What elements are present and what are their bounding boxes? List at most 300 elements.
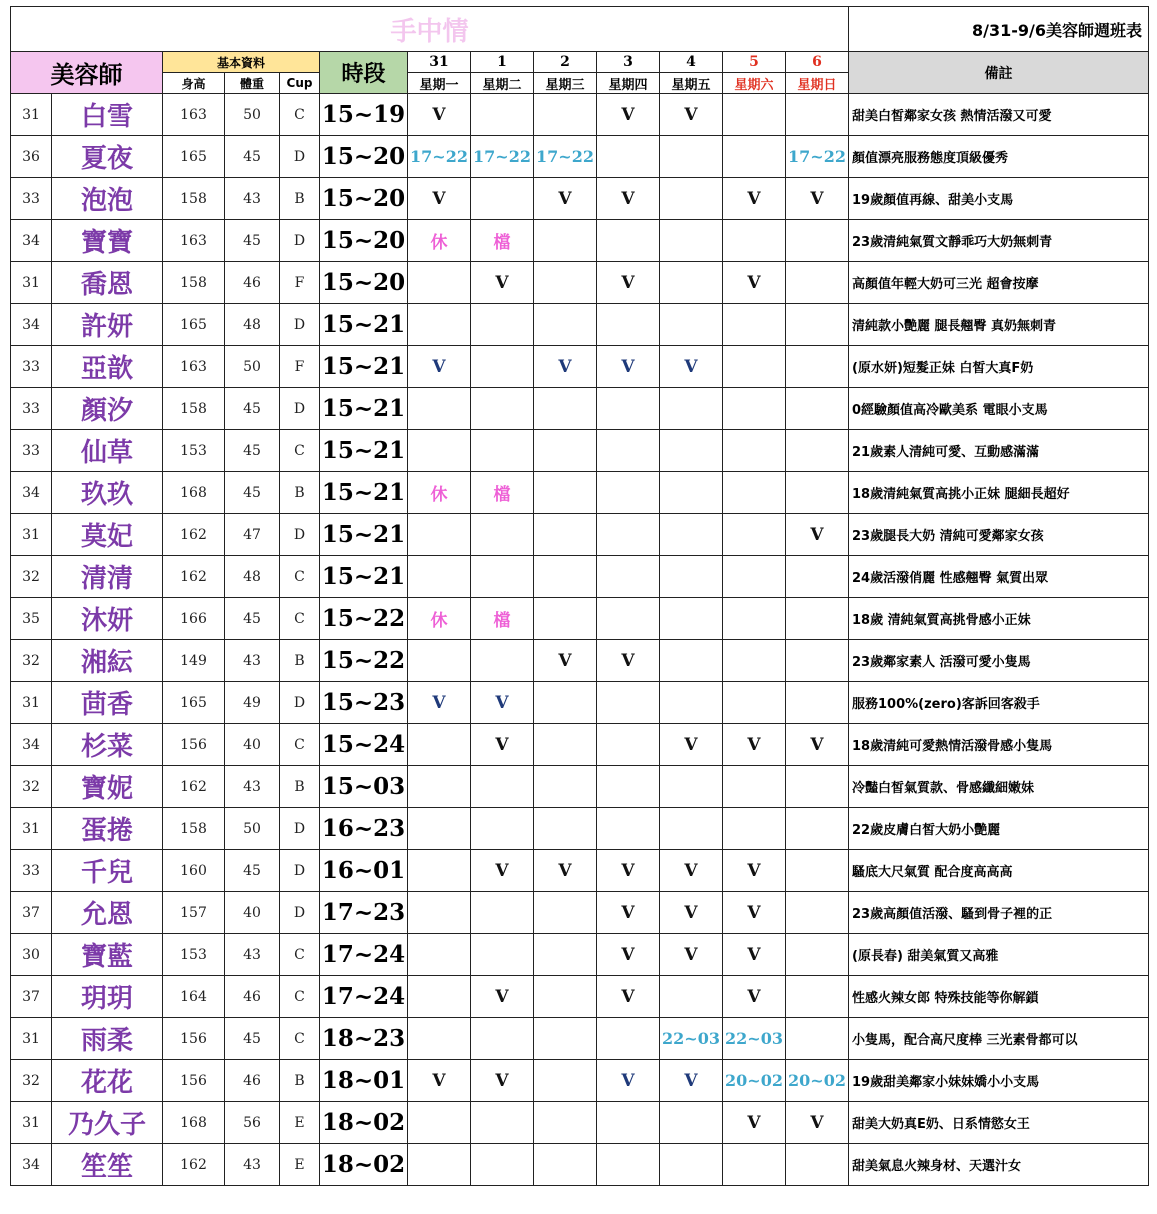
schedule-cell: V: [597, 850, 660, 892]
time-cell: 17~23: [320, 892, 408, 934]
table-row: [11, 304, 1149, 346]
schedule-cell: [534, 472, 597, 514]
schedule-cell: [471, 94, 534, 136]
table-row: [11, 94, 1149, 136]
schedule-cell: [660, 472, 723, 514]
weight-cell: 45: [225, 220, 280, 262]
cup-cell: F: [280, 346, 320, 388]
time-cell: 17~24: [320, 976, 408, 1018]
age-cell: 35: [11, 598, 52, 640]
schedule-cell: V: [660, 346, 723, 388]
basic-info-header: 基本資料: [163, 52, 320, 73]
table-row: [11, 892, 1149, 934]
schedule-cell: [723, 304, 786, 346]
note-cell: 18歲 清純氣質高挑骨感小正妹: [849, 598, 1149, 640]
schedule-cell: [723, 766, 786, 808]
schedule-cell: V: [723, 892, 786, 934]
time-cell: 15~20: [320, 136, 408, 178]
schedule-table: [10, 6, 1149, 1186]
name-cell: 寶妮: [52, 766, 163, 808]
table-row: [11, 136, 1149, 178]
note-cell: 甜美白皙鄰家女孩 熱情活潑又可愛: [849, 94, 1149, 136]
time-cell: 15~24: [320, 724, 408, 766]
schedule-cell: [408, 1018, 471, 1060]
time-cell: 18~02: [320, 1102, 408, 1144]
height-cell: 165: [163, 136, 225, 178]
schedule-cell: V: [597, 640, 660, 682]
schedule-cell: [471, 388, 534, 430]
schedule-cell: [597, 136, 660, 178]
schedule-cell: [408, 766, 471, 808]
height-cell: 168: [163, 1102, 225, 1144]
note-cell: 冷豔白皙氣質款、骨感纖細嫩妹: [849, 766, 1149, 808]
age-cell: 32: [11, 766, 52, 808]
schedule-cell: [660, 1144, 723, 1186]
time-cell: 16~01: [320, 850, 408, 892]
name-cell: 清清: [52, 556, 163, 598]
schedule-cell: [471, 934, 534, 976]
table-row: [11, 178, 1149, 220]
note-cell: 性感火辣女郎 特殊技能等你解鎖: [849, 976, 1149, 1018]
schedule-cell: V: [660, 94, 723, 136]
weight-cell: 43: [225, 178, 280, 220]
schedule-cell: [786, 94, 849, 136]
height-cell: 162: [163, 556, 225, 598]
name-cell: 泡泡: [52, 178, 163, 220]
schedule-cell: 22~03: [660, 1018, 723, 1060]
schedule-cell: [597, 388, 660, 430]
schedule-cell: [597, 220, 660, 262]
schedule-cell: [534, 934, 597, 976]
note-cell: 顏值漂亮服務態度頂級優秀: [849, 136, 1149, 178]
schedule-cell: [723, 682, 786, 724]
schedule-cell: [471, 346, 534, 388]
table-row: [11, 850, 1149, 892]
schedule-cell: V: [408, 682, 471, 724]
table-row: [11, 598, 1149, 640]
schedule-cell: [408, 808, 471, 850]
table-row: [11, 934, 1149, 976]
table-row: [11, 640, 1149, 682]
schedule-cell: [408, 976, 471, 1018]
schedule-cell: [597, 724, 660, 766]
name-cell: 笙笙: [52, 1144, 163, 1186]
schedule-cell: [660, 640, 723, 682]
schedule-cell: [660, 1102, 723, 1144]
schedule-cell: [786, 472, 849, 514]
schedule-cell: [597, 598, 660, 640]
cup-cell: C: [280, 430, 320, 472]
schedule-cell: V: [471, 976, 534, 1018]
weight-cell: 45: [225, 850, 280, 892]
weekday-header: 星期五: [660, 73, 723, 94]
height-cell: 162: [163, 766, 225, 808]
name-cell: 湘紜: [52, 640, 163, 682]
height-cell: 163: [163, 346, 225, 388]
name-cell: 夏夜: [52, 136, 163, 178]
name-cell: 允恩: [52, 892, 163, 934]
schedule-cell: V: [660, 892, 723, 934]
schedule-cell: [534, 892, 597, 934]
name-cell: 仙草: [52, 430, 163, 472]
schedule-cell: [471, 766, 534, 808]
schedule-cell: 20~02: [723, 1060, 786, 1102]
note-cell: 18歲清純氣質高挑小正妹 腿細長超好: [849, 472, 1149, 514]
schedule-cell: [597, 430, 660, 472]
name-cell: 蛋捲: [52, 808, 163, 850]
schedule-cell: V: [534, 850, 597, 892]
schedule-cell: V: [723, 1102, 786, 1144]
weight-cell: 45: [225, 388, 280, 430]
schedule-cell: [408, 934, 471, 976]
schedule-cell: [534, 1102, 597, 1144]
schedule-cell: [534, 598, 597, 640]
note-cell: 18歲清純可愛熱情活潑骨感小隻馬: [849, 724, 1149, 766]
schedule-cell: V: [408, 1060, 471, 1102]
table-row: [11, 1144, 1149, 1186]
note-cell: 小隻馬，配合高尺度棒 三光素骨都可以: [849, 1018, 1149, 1060]
schedule-cell: [471, 640, 534, 682]
schedule-cell: [597, 1018, 660, 1060]
cup-cell: C: [280, 1018, 320, 1060]
height-cell: 153: [163, 430, 225, 472]
time-cell: 15~20: [320, 178, 408, 220]
note-cell: 24歲活潑俏麗 性感翹臀 氣質出眾: [849, 556, 1149, 598]
schedule-cell: [534, 682, 597, 724]
schedule-cell: [723, 556, 786, 598]
table-row: [11, 724, 1149, 766]
schedule-cell: [786, 640, 849, 682]
schedule-cell: [723, 388, 786, 430]
age-cell: 34: [11, 724, 52, 766]
schedule-cell: [534, 1018, 597, 1060]
weekday-header: 星期六: [723, 73, 786, 94]
schedule-cell: 20~02: [786, 1060, 849, 1102]
cup-cell: C: [280, 94, 320, 136]
cup-cell: B: [280, 766, 320, 808]
schedule-cell: [786, 388, 849, 430]
schedule-cell: V: [786, 724, 849, 766]
schedule-cell: [471, 178, 534, 220]
schedule-cell: [786, 682, 849, 724]
schedule-cell: [723, 136, 786, 178]
table-row: [11, 388, 1149, 430]
name-cell: 顏汐: [52, 388, 163, 430]
height-cell: 163: [163, 220, 225, 262]
weight-header: 體重: [225, 73, 280, 94]
height-cell: 158: [163, 388, 225, 430]
height-cell: 156: [163, 724, 225, 766]
time-cell: 15~20: [320, 262, 408, 304]
schedule-cell: [408, 724, 471, 766]
weekday-header: 星期日: [786, 73, 849, 94]
schedule-cell: [786, 934, 849, 976]
schedule-cell: [471, 514, 534, 556]
age-cell: 34: [11, 472, 52, 514]
time-cell: 15~21: [320, 514, 408, 556]
name-cell: 沐妍: [52, 598, 163, 640]
age-cell: 36: [11, 136, 52, 178]
note-cell: 服務100%(zero)客訴回客殺手: [849, 682, 1149, 724]
schedule-cell: [786, 430, 849, 472]
schedule-cell: [597, 1144, 660, 1186]
schedule-cell: [534, 94, 597, 136]
height-cell: 158: [163, 262, 225, 304]
name-cell: 玥玥: [52, 976, 163, 1018]
schedule-cell: [660, 430, 723, 472]
schedule-cell: [534, 262, 597, 304]
schedule-cell: [786, 976, 849, 1018]
weight-cell: 47: [225, 514, 280, 556]
time-cell: 16~23: [320, 808, 408, 850]
schedule-cell: V: [786, 514, 849, 556]
schedule-cell: [660, 262, 723, 304]
cup-cell: C: [280, 598, 320, 640]
schedule-cell: V: [471, 1060, 534, 1102]
schedule-cell: [723, 808, 786, 850]
table-row: [11, 262, 1149, 304]
age-cell: 31: [11, 1018, 52, 1060]
height-cell: 160: [163, 850, 225, 892]
height-cell: 162: [163, 1144, 225, 1186]
table-row: [11, 1060, 1149, 1102]
schedule-cell: V: [597, 892, 660, 934]
schedule-cell: V: [408, 178, 471, 220]
schedule-cell: [534, 556, 597, 598]
note-cell: 甜美大奶真E奶、日系情慾女王: [849, 1102, 1149, 1144]
schedule-cell: [786, 262, 849, 304]
name-cell: 玖玖: [52, 472, 163, 514]
schedule-cell: 17~22: [534, 136, 597, 178]
schedule-cell: [534, 388, 597, 430]
schedule-cell: [534, 1060, 597, 1102]
weight-cell: 43: [225, 1144, 280, 1186]
schedule-cell: 17~22: [471, 136, 534, 178]
name-cell: 亞歆: [52, 346, 163, 388]
height-cell: 158: [163, 178, 225, 220]
age-cell: 32: [11, 640, 52, 682]
cup-cell: B: [280, 640, 320, 682]
note-cell: (原長春) 甜美氣質又高雅: [849, 934, 1149, 976]
schedule-cell: [723, 514, 786, 556]
weight-cell: 48: [225, 556, 280, 598]
schedule-cell: 17~22: [786, 136, 849, 178]
day-date-header: 6: [786, 52, 849, 73]
schedule-cell: V: [597, 262, 660, 304]
cup-cell: B: [280, 178, 320, 220]
weight-cell: 43: [225, 934, 280, 976]
name-cell: 白雪: [52, 94, 163, 136]
note-cell: 23歲清純氣質文靜乖巧大奶無刺青: [849, 220, 1149, 262]
schedule-cell: [471, 1018, 534, 1060]
cup-cell: F: [280, 262, 320, 304]
height-cell: 165: [163, 304, 225, 346]
day-date-header: 1: [471, 52, 534, 73]
schedule-cell: [534, 724, 597, 766]
name-cell: 許妍: [52, 304, 163, 346]
schedule-cell: V: [723, 724, 786, 766]
time-cell: 15~20: [320, 220, 408, 262]
name-cell: 寶寶: [52, 220, 163, 262]
weight-cell: 45: [225, 472, 280, 514]
schedule-cell: [408, 850, 471, 892]
age-cell: 34: [11, 1144, 52, 1186]
schedule-cell: [471, 304, 534, 346]
schedule-cell: [786, 1018, 849, 1060]
schedule-cell: 檔: [471, 220, 534, 262]
schedule-cell: V: [723, 976, 786, 1018]
schedule-cell: [534, 976, 597, 1018]
schedule-cell: [660, 220, 723, 262]
time-cell: 18~02: [320, 1144, 408, 1186]
note-cell: (原水妍)短髮正妹 白皙大真F奶: [849, 346, 1149, 388]
schedule-cell: [534, 514, 597, 556]
schedule-cell: [786, 220, 849, 262]
height-cell: 162: [163, 514, 225, 556]
cup-cell: D: [280, 136, 320, 178]
time-cell: 15~19: [320, 94, 408, 136]
schedule-cell: [597, 808, 660, 850]
note-cell: 23歲鄰家素人 活潑可愛小隻馬: [849, 640, 1149, 682]
height-cell: 168: [163, 472, 225, 514]
schedule-cell: 檔: [471, 598, 534, 640]
schedule-cell: V: [534, 640, 597, 682]
time-cell: 15~22: [320, 598, 408, 640]
schedule-cell: V: [723, 178, 786, 220]
note-cell: 23歲高顏值活潑、騷到骨子裡的正: [849, 892, 1149, 934]
time-cell: 17~24: [320, 934, 408, 976]
time-cell: 15~21: [320, 388, 408, 430]
cup-cell: D: [280, 304, 320, 346]
schedule-cell: [660, 178, 723, 220]
age-cell: 33: [11, 178, 52, 220]
weight-cell: 40: [225, 892, 280, 934]
schedule-cell: V: [597, 346, 660, 388]
weight-cell: 56: [225, 1102, 280, 1144]
note-cell: 0經驗顏值高冷歐美系 電眼小支馬: [849, 388, 1149, 430]
cup-cell: C: [280, 724, 320, 766]
name-cell: 乃久子: [52, 1102, 163, 1144]
schedule-cell: [471, 1102, 534, 1144]
age-cell: 31: [11, 682, 52, 724]
weight-cell: 50: [225, 808, 280, 850]
schedule-cell: [786, 346, 849, 388]
cup-cell: D: [280, 808, 320, 850]
schedule-cell: V: [597, 94, 660, 136]
age-cell: 33: [11, 850, 52, 892]
height-cell: 149: [163, 640, 225, 682]
schedule-cell: [723, 430, 786, 472]
time-cell: 15~21: [320, 472, 408, 514]
age-cell: 34: [11, 304, 52, 346]
age-cell: 31: [11, 94, 52, 136]
age-cell: 33: [11, 430, 52, 472]
time-cell: 18~01: [320, 1060, 408, 1102]
schedule-cell: [660, 766, 723, 808]
weekday-header: 星期四: [597, 73, 660, 94]
cup-cell: D: [280, 892, 320, 934]
schedule-cell: [471, 430, 534, 472]
height-cell: 156: [163, 1060, 225, 1102]
schedule-cell: [408, 640, 471, 682]
schedule-cell: [660, 976, 723, 1018]
age-cell: 37: [11, 892, 52, 934]
note-cell: 高顏值年輕大奶可三光 超會按摩: [849, 262, 1149, 304]
table-row: [11, 556, 1149, 598]
cup-cell: E: [280, 1102, 320, 1144]
time-cell: 15~23: [320, 682, 408, 724]
schedule-cell: [660, 598, 723, 640]
age-cell: 32: [11, 1060, 52, 1102]
schedule-cell: [786, 808, 849, 850]
schedule-cell: [723, 640, 786, 682]
weekday-header: 星期二: [471, 73, 534, 94]
schedule-cell: [597, 682, 660, 724]
age-cell: 33: [11, 346, 52, 388]
schedule-cell: [786, 1144, 849, 1186]
schedule-cell: 休: [408, 220, 471, 262]
time-cell: 18~23: [320, 1018, 408, 1060]
schedule-cell: [471, 808, 534, 850]
age-cell: 31: [11, 514, 52, 556]
schedule-cell: [786, 766, 849, 808]
schedule-cell: [534, 766, 597, 808]
table-row: [11, 346, 1149, 388]
schedule-cell: [408, 388, 471, 430]
schedule-cell: [471, 892, 534, 934]
weight-cell: 46: [225, 976, 280, 1018]
table-row: [11, 220, 1149, 262]
schedule-cell: V: [786, 1102, 849, 1144]
schedule-cell: V: [660, 934, 723, 976]
height-cell: 165: [163, 682, 225, 724]
table-row: [11, 976, 1149, 1018]
cup-cell: C: [280, 934, 320, 976]
schedule-cell: [534, 808, 597, 850]
schedule-cell: V: [597, 934, 660, 976]
weight-cell: 50: [225, 346, 280, 388]
weight-cell: 45: [225, 430, 280, 472]
cup-header: Cup: [280, 73, 320, 94]
schedule-cell: V: [534, 178, 597, 220]
day-date-header: 3: [597, 52, 660, 73]
height-cell: 156: [163, 1018, 225, 1060]
schedule-cell: 22~03: [723, 1018, 786, 1060]
schedule-cell: [408, 892, 471, 934]
height-header: 身高: [163, 73, 225, 94]
schedule-cell: V: [471, 724, 534, 766]
day-date-header: 31: [408, 52, 471, 73]
time-header: 時段: [320, 52, 408, 94]
schedule-cell: V: [408, 94, 471, 136]
name-header: 美容師: [11, 52, 163, 94]
day-date-header: 2: [534, 52, 597, 73]
age-cell: 32: [11, 556, 52, 598]
height-cell: 163: [163, 94, 225, 136]
weight-cell: 48: [225, 304, 280, 346]
weight-cell: 45: [225, 598, 280, 640]
schedule-cell: 檔: [471, 472, 534, 514]
cup-cell: B: [280, 1060, 320, 1102]
schedule-cell: [660, 304, 723, 346]
weekday-header: 星期三: [534, 73, 597, 94]
name-cell: 杉菜: [52, 724, 163, 766]
time-cell: 15~21: [320, 304, 408, 346]
time-cell: 15~21: [320, 430, 408, 472]
age-cell: 31: [11, 808, 52, 850]
schedule-cell: [597, 766, 660, 808]
cup-cell: E: [280, 1144, 320, 1186]
